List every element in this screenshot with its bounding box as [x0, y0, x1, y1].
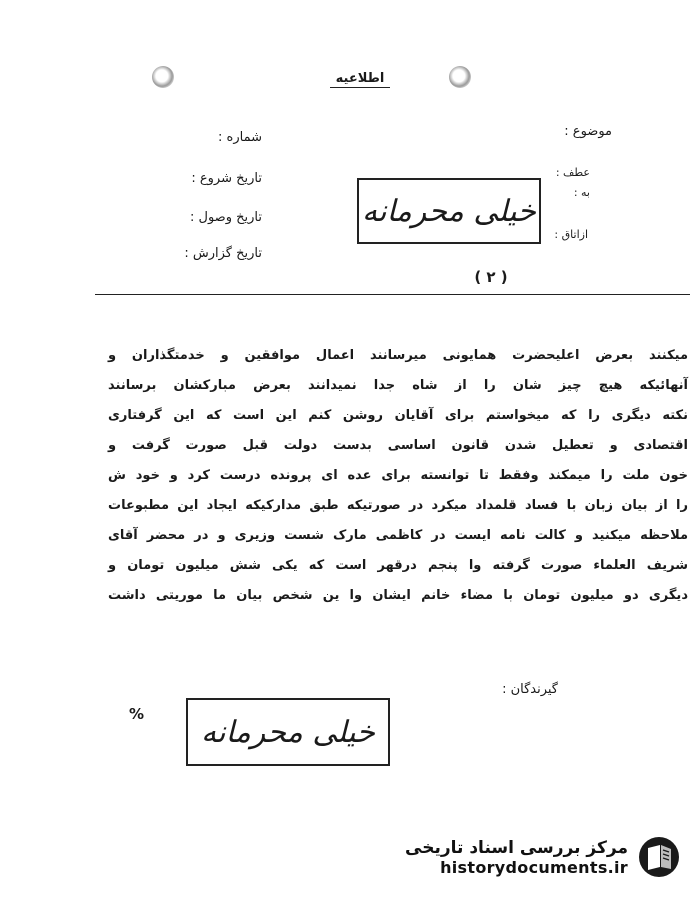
recipients-label: گیرندگان : [502, 682, 558, 697]
body-line-3: نکته دیگری را که میخواستم برای آقایان روشن کنم این است که این گرفتاری [108, 408, 688, 423]
date-report-field: تاریخ گزارش : [184, 246, 262, 261]
body-line-4: اقتصادی و تعطیل شدن قانون اساسی بدست دولت قبل صورت گرفت و [108, 438, 688, 453]
number-field: شماره : [218, 130, 262, 145]
punch-hole-left [152, 66, 174, 88]
bottom-confidential-stamp: خیلی محرمانه [186, 698, 390, 766]
letter-body [108, 341, 688, 611]
to-field: به : [573, 186, 590, 199]
date-begin-field: تاریخ شروع : [191, 171, 262, 186]
archive-logo-icon [638, 836, 680, 878]
from-field: ازاتاق : [554, 228, 588, 241]
body-line-2: آنهائیکه هیچ چیز شان را از شاه جدا نمیدانند بعرض مبارکشان برسانند [108, 378, 688, 393]
subject-field: موضوع : [564, 124, 612, 139]
body-line-6: را از بیان زبان با فساد قلمداد میکرد در صورتیکه طبق مدارکیکه ایجاد این مطبوعات [108, 498, 688, 513]
percent-mark: % [129, 705, 145, 723]
body-line-5: خون ملت را میمکند وفقط تا توانسته برای عده ای پرونده درست کرد و خود ش [108, 468, 688, 483]
body-line-8: شریف العلماء صورت گرفته وا پنجم درقهر است که یکی شش میلیون تومان و [108, 558, 688, 573]
header-divider [95, 294, 690, 295]
body-line-1: میکنند بعرض اعلیحضرت همایونی میرسانند اعمال موافقین و خدمتگذاران و [108, 348, 688, 363]
watermark-footer [405, 836, 680, 878]
ref-field: عطف : [555, 166, 590, 179]
body-line-9: دیگری دو میلیون تومان با مضاء خانم ایشان وا ین شخص بیان ما موریتی داشت [108, 588, 688, 603]
top-confidential-stamp: خیلی محرمانه [357, 178, 541, 244]
document-title: اطلاعیه [330, 71, 390, 88]
archive-url: historydocuments.ir [440, 857, 628, 877]
body-line-7: ملاحظه میکنید و کالت نامه ایست در کاظمی مارک شست وزیری و در محضر آقای [108, 528, 688, 543]
date-received-field: تاریخ وصول : [190, 210, 262, 225]
punch-hole-right [449, 66, 471, 88]
archive-name: مرکز بررسی اسناد تاریخی [405, 837, 628, 858]
page-number: ( ۲ ) [474, 268, 508, 286]
